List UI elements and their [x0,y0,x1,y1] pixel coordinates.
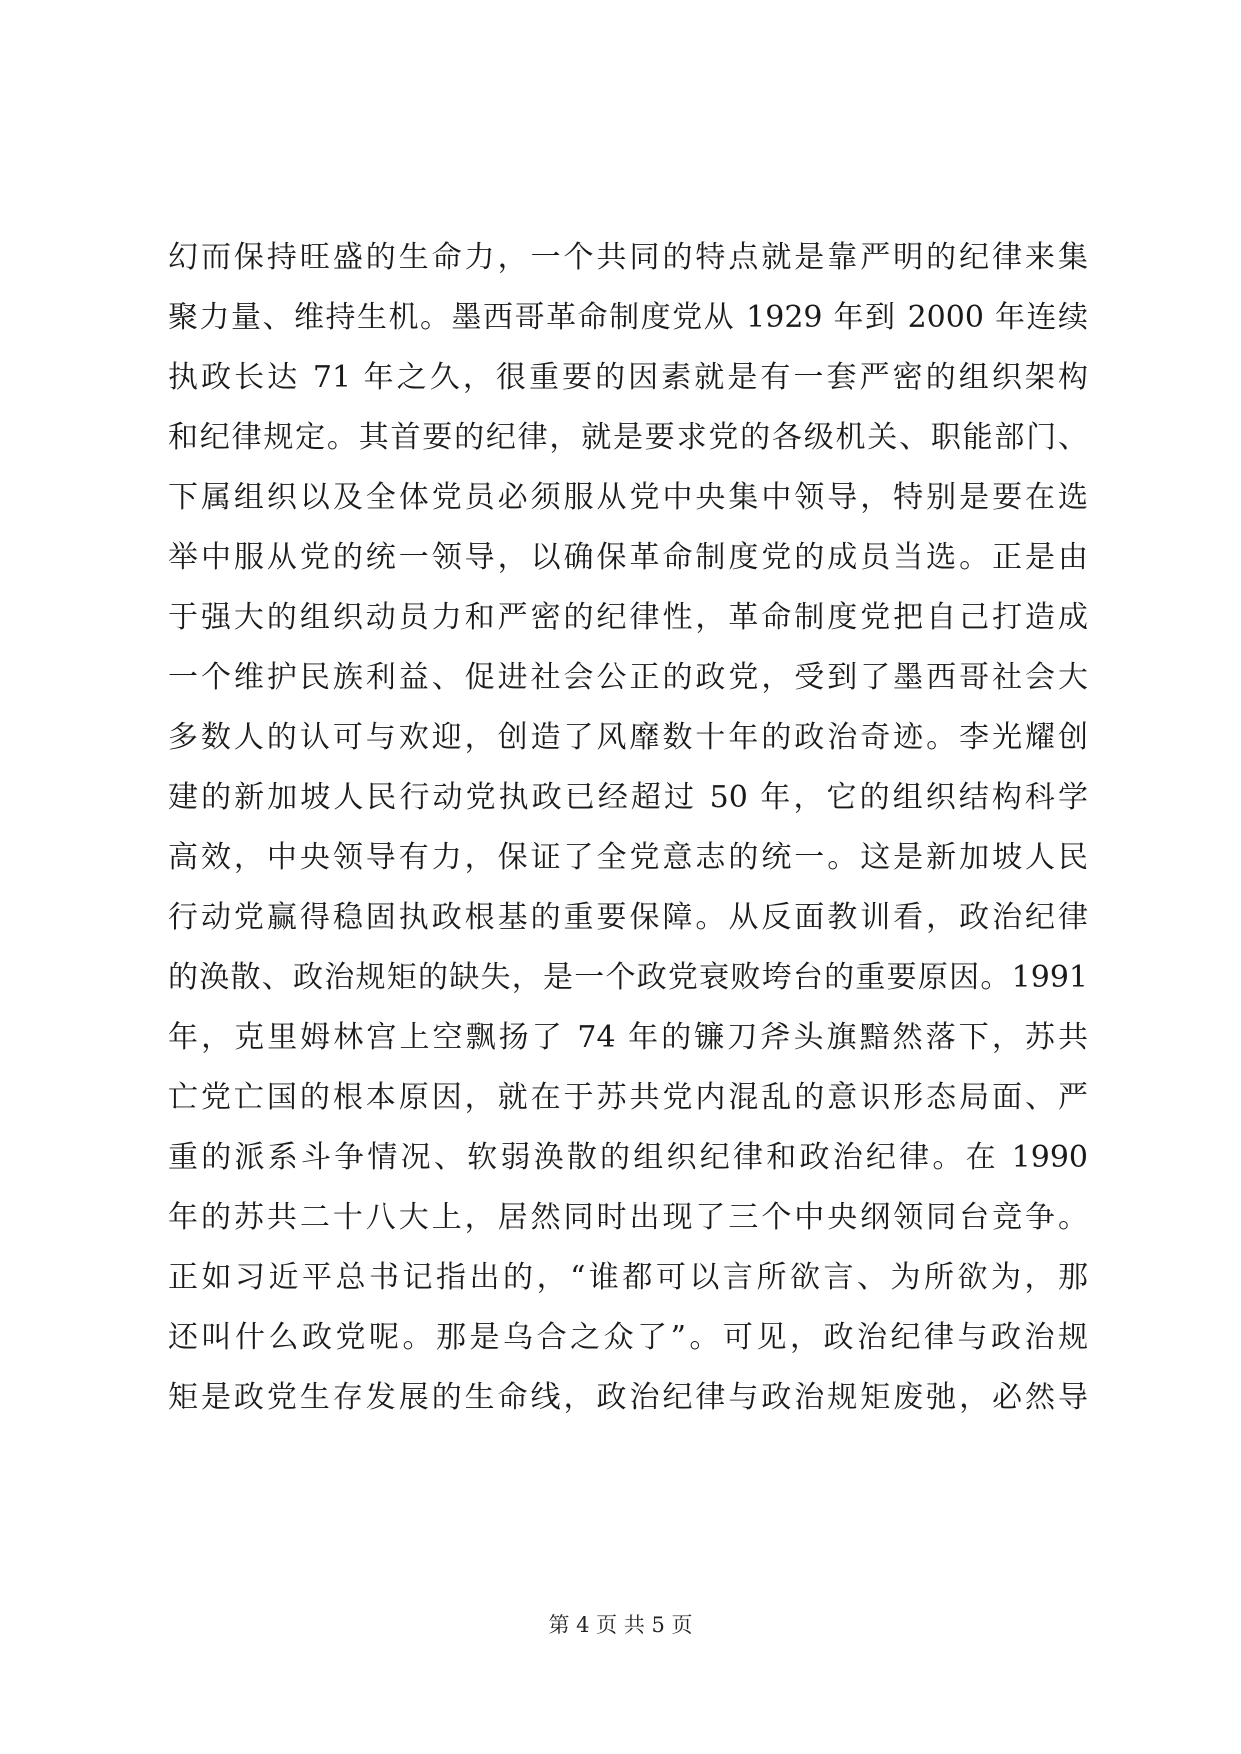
text-line: 正如习近平总书记指出的，“谁都可以言所欲言、为所欲为，那 [168,1260,1088,1295]
text-line: 幻而保持旺盛的生命力，一个共同的特点就是靠严明的纪律来集 [168,240,1088,275]
page-number-label: 第 4 页 共 5 页 [548,1613,693,1637]
text-line: 行动党赢得稳固执政根基的重要保障。从反面教训看，政治纪律 [168,900,1088,935]
text-line: 举中服从党的统一领导，以确保革命制度党的成员当选。正是由 [168,540,1088,575]
body-text [168,228,1088,1428]
text-line: 多数人的认可与欢迎，创造了风靡数十年的政治奇迹。李光耀创 [168,720,1088,755]
text-line: 建的新加坡人民行动党执政已经超过 50 年，它的组织结构科学 [168,780,1088,815]
text-line: 和纪律规定。其首要的纪律，就是要求党的各级机关、职能部门、 [168,420,1088,455]
text-line: 重的派系斗争情况、软弱涣散的组织纪律和政治纪律。在 1990 [168,1140,1088,1175]
text-line: 矩是政党生存发展的生命线，政治纪律与政治规矩废弛，必然导 [168,1380,1088,1415]
text-line: 的涣散、政治规矩的缺失，是一个政党衰败垮台的重要原因。1991 [168,960,1088,995]
text-line: 下属组织以及全体党员必须服从党中央集中领导，特别是要在选 [168,480,1088,515]
text-line: 执政长达 71 年之久，很重要的因素就是有一套严密的组织架构 [168,360,1088,395]
text-line: 年，克里姆林宫上空飘扬了 74 年的镰刀斧头旗黯然落下，苏共 [168,1020,1088,1055]
text-line: 年的苏共二十八大上，居然同时出现了三个中央纲领同台竞争。 [168,1200,1088,1235]
text-line: 高效，中央领导有力，保证了全党意志的统一。这是新加坡人民 [168,840,1088,875]
text-line: 聚力量、维持生机。墨西哥革命制度党从 1929 年到 2000 年连续 [168,300,1088,335]
text-line: 一个维护民族利益、促进社会公正的政党，受到了墨西哥社会大 [168,660,1088,695]
text-line: 于强大的组织动员力和严密的纪律性，革命制度党把自己打造成 [168,600,1088,635]
text-line: 还叫什么政党呢。那是乌合之众了”。可见，政治纪律与政治规 [168,1320,1088,1355]
text-line: 亡党亡国的根本原因，就在于苏共党内混乱的意识形态局面、严 [168,1080,1088,1115]
page-footer [0,1610,1241,1640]
